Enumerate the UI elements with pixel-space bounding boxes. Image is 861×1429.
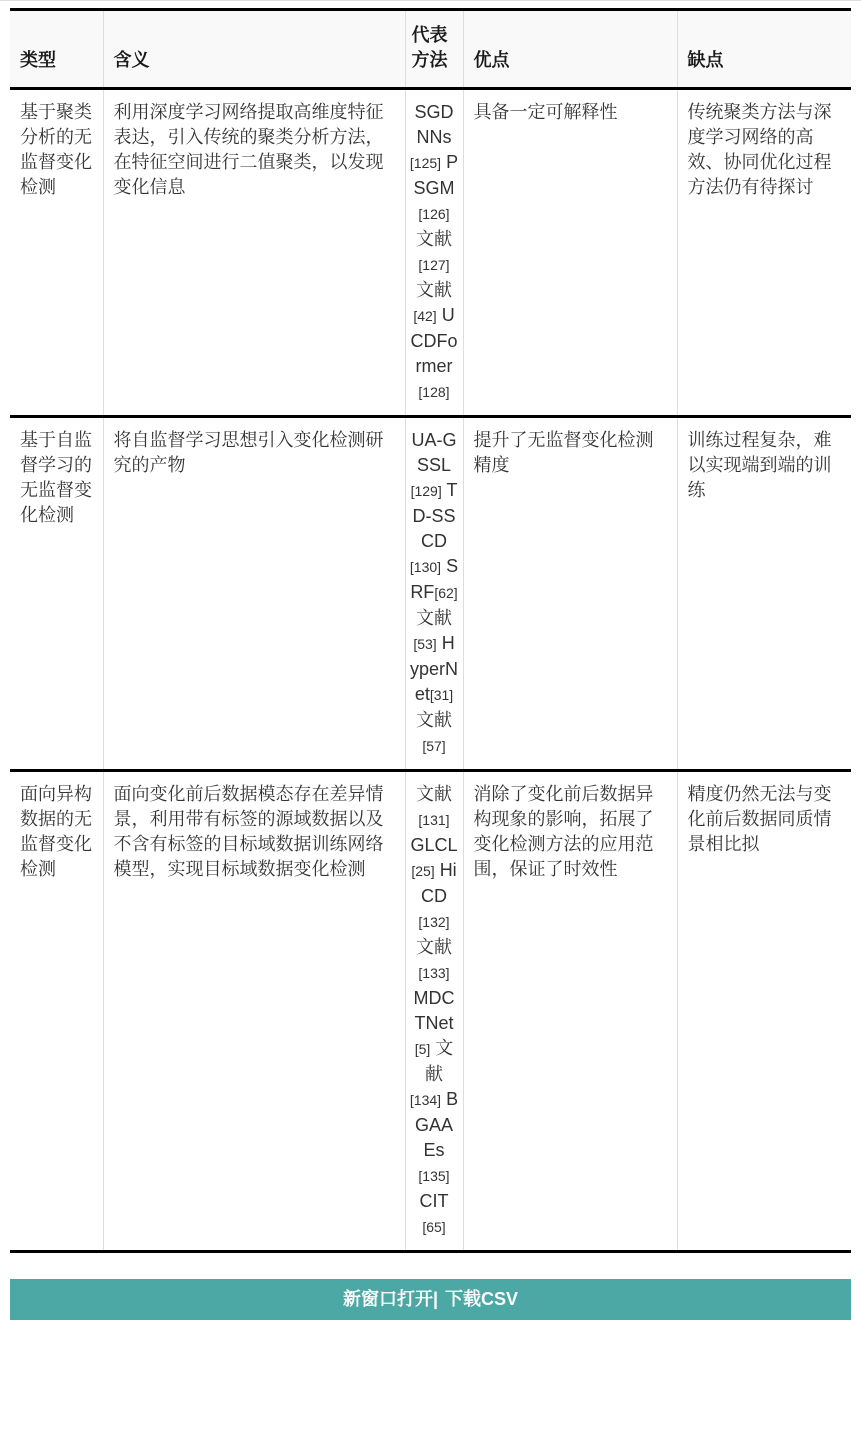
citation-ref: [135] [418, 1168, 450, 1184]
method-name: PSGM [413, 152, 459, 198]
citation-ref: [53] [413, 636, 437, 652]
citation-ref: [125] [409, 155, 442, 171]
table-container [10, 8, 851, 1253]
cell-disadvantages: 训练过程复杂，难以实现端到端的训练 [677, 417, 851, 771]
citation-ref: [131] [418, 812, 450, 828]
citation-ref: [57] [422, 738, 446, 754]
method-name: CIT [419, 1191, 449, 1211]
citation-ref: [132] [418, 914, 450, 930]
citation-ref: [62] [434, 585, 458, 601]
method-name: MDCTNet [413, 988, 455, 1033]
col-header-advantages: 优点 [463, 10, 677, 89]
table-header [10, 10, 851, 89]
method-name: HiCD [421, 860, 457, 906]
citation-ref: [128] [418, 384, 450, 400]
col-header-disadvantages: 缺点 [677, 10, 851, 89]
comparison-table [10, 8, 851, 1253]
citation-ref: [129] [410, 483, 442, 499]
citation-ref: [42] [413, 308, 437, 324]
method-name: 文献 [416, 608, 452, 628]
method-name: BGAAEs [414, 1089, 459, 1160]
cell-methods [405, 417, 463, 771]
method-name: 文献 [416, 710, 452, 730]
citation-ref: [126] [418, 206, 450, 222]
download-csv-link[interactable]: 下载CSV [445, 1289, 519, 1309]
method-name: 文献 [416, 784, 452, 804]
cell-meaning: 将自监督学习思想引入变化检测研究的产物 [103, 417, 405, 771]
cell-disadvantages: 精度仍然无法与变化前后数据同质情景相比拟 [677, 771, 851, 1252]
table-body [10, 89, 851, 1252]
cell-meaning: 面向变化前后数据模态存在差异情景，利用带有标签的源域数据以及不含有标签的目标域数据训练网络模型，实现目标域数据变化检测 [103, 771, 405, 1252]
citation-ref: [127] [418, 257, 450, 273]
table-row [10, 771, 851, 1252]
col-header-meaning: 含义 [103, 10, 405, 89]
citation-ref: [134] [409, 1092, 442, 1108]
cell-methods [405, 89, 463, 417]
citation-ref: [31] [429, 687, 454, 703]
top-divider [0, 0, 861, 1]
method-name: SGDNNs [414, 102, 454, 147]
cell-disadvantages: 传统聚类方法与深度学习网络的高效、协同优化过程方法仍有待探讨 [677, 89, 851, 417]
table-row [10, 417, 851, 771]
citation-ref: [130] [409, 559, 442, 575]
citation-ref: [5] [414, 1041, 431, 1057]
method-name: UCDFormer [410, 305, 458, 376]
cell-advantages: 具备一定可解释性 [463, 89, 677, 417]
citation-ref: [65] [422, 1219, 446, 1235]
cell-advantages: 提升了无监督变化检测精度 [463, 417, 677, 771]
toolbar-divider: | [432, 1289, 439, 1309]
method-name: UA-GSSL [411, 430, 457, 475]
cell-type: 面向异构数据的无监督变化检测 [10, 771, 103, 1252]
method-name: SRF [410, 556, 459, 602]
cell-type: 基于自监督学习的无监督变化检测 [10, 417, 103, 771]
col-header-methods: 代表方法 [405, 10, 463, 89]
header-row [10, 10, 851, 89]
col-header-type: 类型 [10, 10, 103, 89]
method-name: TD-SSCD [412, 480, 458, 551]
cell-meaning: 利用深度学习网络提取高维度特征表达，引入传统的聚类分析方法，在特征空间进行二值聚类，以发现变化信息 [103, 89, 405, 417]
open-new-window-link[interactable]: 新窗口打开 [342, 1289, 433, 1309]
cell-type: 基于聚类分析的无监督变化检测 [10, 89, 103, 417]
method-name: 文献 [416, 229, 452, 249]
citation-ref: [133] [418, 965, 450, 981]
cell-advantages: 消除了变化前后数据异构现象的影响，拓展了变化检测方法的应用范围，保证了时效性 [463, 771, 677, 1252]
citation-ref: [25] [411, 863, 435, 879]
cell-methods [405, 771, 463, 1252]
method-name: 文献 [416, 937, 452, 957]
table-toolbar [10, 1279, 851, 1320]
method-name: GLCL [410, 835, 458, 855]
table-row [10, 89, 851, 417]
method-name: 文献 [425, 1038, 454, 1084]
method-name: HyperNet [409, 633, 458, 704]
method-name: 文献 [416, 280, 452, 300]
